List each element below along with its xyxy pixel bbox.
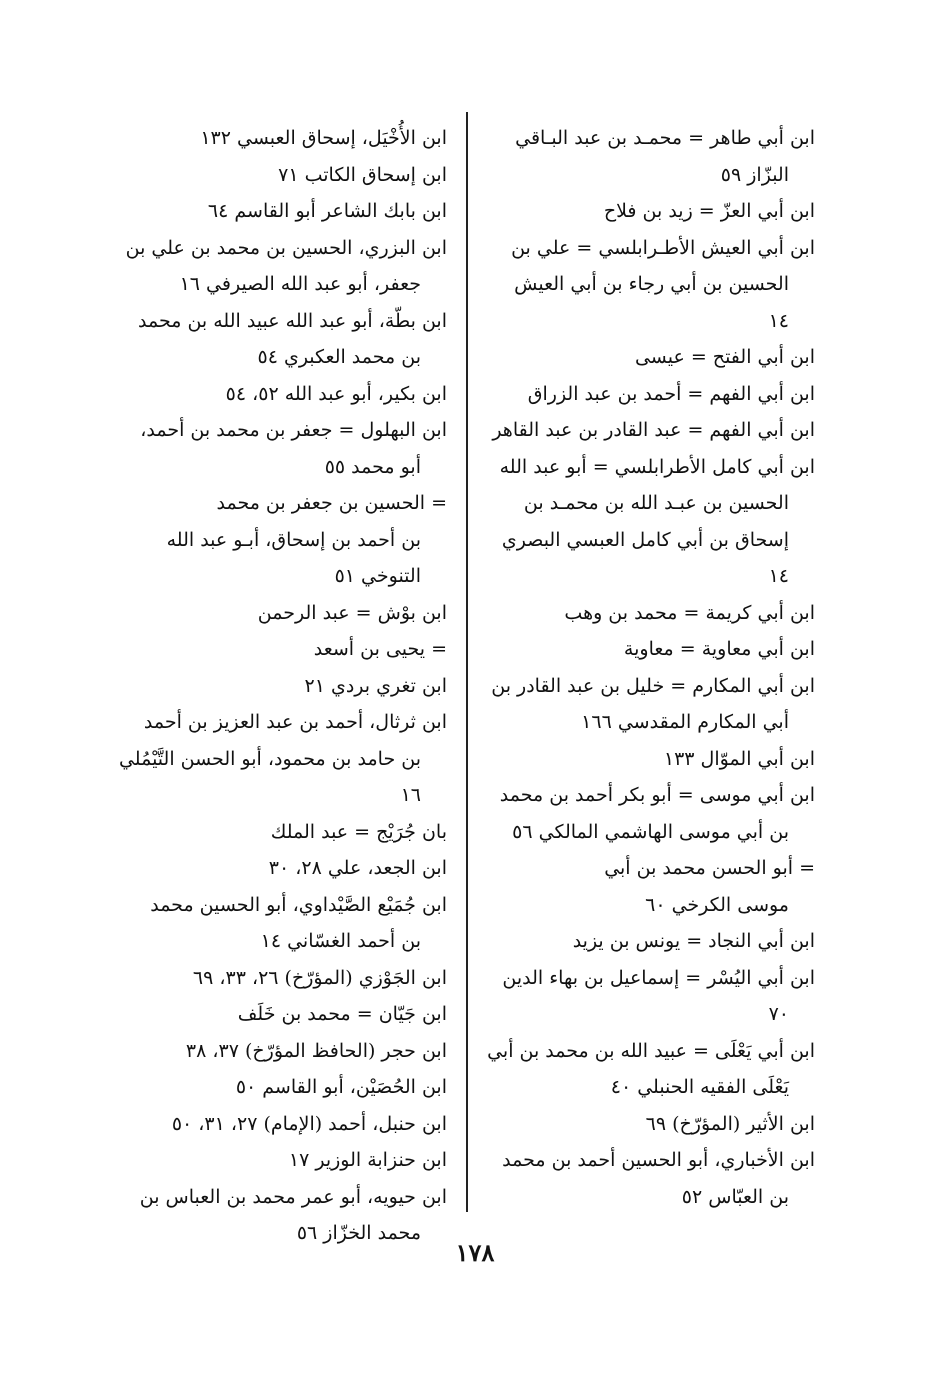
- entry-heading-line: ابن أبي طاهر = محمـد بن عبد البـاقي: [515, 127, 815, 149]
- entry-continuation-line: الحسين بن أبي رجاء بن أبي العيش: [514, 273, 789, 295]
- entry-continuation-line: ١٤: [768, 565, 789, 587]
- index-entry: [122, 376, 447, 413]
- entry-continuation-line: جعفر، أبو عبد الله الصيرفي ١٦: [179, 273, 421, 295]
- entry-continuation-line: موسى الكرخي ٦٠: [645, 893, 789, 916]
- entry-continuation-line: ١٤: [768, 309, 789, 332]
- entry-heading-line: ابن بكير، أبو عبد الله ٥٢، ٥٤: [225, 382, 447, 405]
- entry-heading-line: ابن أبي كامل الأطرابلسي = أبو عبد الله: [499, 455, 815, 478]
- index-entry: [485, 339, 815, 376]
- column-divider: [466, 112, 468, 1212]
- entry-heading-line: ابن أبي المكارم = خليل بن عبد القادر بن: [491, 674, 815, 697]
- index-entry: [122, 193, 447, 230]
- entry-heading-line: ابن أبي العيش الأطـرابلسي = علي بن: [511, 236, 815, 259]
- index-entry: [122, 668, 447, 705]
- index-entry: [122, 1033, 447, 1070]
- index-entry: [122, 412, 447, 485]
- entry-heading-line: ابن أبي النجاد = يونس بن يزيد: [572, 930, 815, 952]
- entry-heading-line: ابن حيويه، أبو عمر محمد بن العباس بن: [139, 1185, 447, 1208]
- entry-heading-line: = الحسين بن جعفر بن محمد: [216, 492, 447, 514]
- entry-continuation-line: بن العبّاس ٥٢: [681, 1185, 789, 1208]
- entry-continuation-line: إسحاق بن أبي كامل العبسي البصري: [501, 528, 789, 551]
- entry-continuation-line: التنوخي ٥١: [334, 565, 421, 587]
- entry-heading-line: ابن الجعد، علي ٢٨، ٣٠: [268, 857, 447, 879]
- index-entry: [122, 631, 447, 668]
- index-entry: [122, 1069, 447, 1106]
- entry-heading-line: ابن حجر (الحافظ المؤرّخ) ٣٧، ٣٨: [185, 1039, 447, 1062]
- entry-heading-line: ابن ثرثال، أحمد بن عبد العزيز بن أحمد: [143, 711, 447, 733]
- entry-heading-line: ابن بابك الشاعر أبو القاسم ٦٤: [207, 200, 447, 222]
- index-entry: [122, 814, 447, 851]
- index-entry: [485, 120, 815, 193]
- entry-heading-line: ابن البزري، الحسين بن محمد بن علي بن: [125, 236, 447, 259]
- entry-continuation-line: ١٦: [400, 784, 421, 806]
- entry-continuation-line: يَعْلَى الفقيه الحنبلي ٤٠: [610, 1076, 789, 1098]
- entry-heading-line: ابن البهلول = جعفر بن محمد بن أحمد،: [140, 419, 447, 441]
- entry-continuation-line: أبي المكارم المقدسي ١٦٦: [581, 711, 789, 733]
- index-entry: [485, 923, 815, 960]
- index-entry: [485, 850, 815, 923]
- entry-continuation-line: بن أحمد الغسّاني ١٤: [260, 930, 421, 952]
- entry-continuation-line: بن حامد بن محمود، أبو الحسن التَّيْمُلي: [118, 747, 421, 770]
- entry-continuation-line: أبو محمد ٥٥: [324, 455, 421, 478]
- entry-heading-line: ابن حنزابة الوزير ١٧: [288, 1149, 447, 1171]
- index-entry: [485, 412, 815, 449]
- index-entry: [485, 1142, 815, 1215]
- index-entry: [485, 595, 815, 632]
- entry-continuation-line: بن أبي موسى الهاشمي المالكي ٥٦: [512, 820, 789, 843]
- index-entry: [122, 120, 447, 157]
- entry-heading-line: ابن أبي العزّ = زيد بن فلاح: [603, 200, 815, 222]
- entry-continuation-line: ٧٠: [768, 1003, 789, 1025]
- entry-heading-line: ابن أبي اليُسْر = إسماعيل بن بهاء الدين: [502, 966, 815, 989]
- entry-heading-line: ابن بوْش = عبد الرحمن: [257, 601, 447, 624]
- index-entry: [122, 850, 447, 887]
- entry-heading-line: ابن الحُصَيْن، أبو القاسم ٥٠: [235, 1076, 447, 1098]
- entry-heading-line: ابن الجَوْزي (المؤرّخ) ٢٦، ٣٣، ٦٩: [192, 966, 447, 989]
- index-entry: [485, 193, 815, 230]
- entry-heading-line: ابن الأثير (المؤرّخ) ٦٩: [645, 1112, 815, 1135]
- index-column-right: [485, 120, 815, 1215]
- entry-heading-line: = يحيى بن أسعد: [313, 638, 447, 660]
- index-entry: [122, 230, 447, 303]
- index-entry: [122, 960, 447, 997]
- index-entry: [485, 230, 815, 340]
- entry-heading-line: ابن تغري بردي ٢١: [304, 674, 447, 697]
- index-entry: [118, 704, 447, 814]
- index-entry: [122, 996, 447, 1033]
- entry-continuation-line: البزّاز ٥٩: [720, 163, 789, 186]
- entry-heading-line: ابن أبي الفهم = أحمد بن عبد الزراق: [527, 382, 815, 405]
- entry-heading-line: ابن جَيّان = محمد بن خَلَف: [237, 1003, 447, 1025]
- index-column-left: [118, 120, 447, 1252]
- entry-heading-line: ابن أبي موسى = أبو بكر أحمد بن محمد: [499, 784, 815, 806]
- entry-heading-line: ابن أبي يَعْلَى = عبيد الله بن محمد بن أبي: [487, 1039, 815, 1062]
- entry-heading-line: ابن أبي الفتح = عيسى: [634, 346, 815, 368]
- entry-continuation-line: بن أحمد بن إسحاق، أبـو عبد الله: [166, 528, 421, 551]
- entry-heading-line: ابن إسحاق الكاتب ٧١: [278, 163, 447, 186]
- index-entry: [485, 376, 815, 413]
- index-entry: [122, 157, 447, 194]
- index-entry: [485, 631, 815, 668]
- entry-continuation-line: بن محمد العكبري ٥٤: [257, 346, 421, 368]
- index-entry: [485, 449, 815, 595]
- index-entry: [485, 1033, 815, 1106]
- entry-heading-line: ابن الأُخْيَل، إسحاق العبسي ١٣٢: [200, 127, 447, 149]
- index-entry: [485, 668, 815, 741]
- page-number: ١٧٨: [455, 1238, 495, 1267]
- index-entry: [122, 303, 447, 376]
- index-entry: [485, 1106, 815, 1143]
- index-entry: [122, 595, 447, 632]
- entry-heading-line: ابن أبي معاوية = معاوية: [623, 638, 815, 660]
- entry-heading-line: ابن بطّة، أبو عبد الله عبيد الله بن محمد: [138, 309, 447, 332]
- entry-heading-line: ابن حنبل، أحمد (الإمام) ٢٧، ٣١، ٥٠: [171, 1112, 447, 1135]
- entry-continuation-line: الحسين بن عبـد الله بن محمـد بن: [523, 492, 789, 514]
- entry-heading-line: بان جُرَيْج = عبد الملك: [270, 820, 447, 843]
- entry-heading-line: ابن الأخباري، أبو الحسين أحمد بن محمد: [502, 1149, 815, 1171]
- entry-continuation-line: محمد الخزّاز ٥٦: [296, 1222, 421, 1244]
- entry-heading-line: ابن جُمَيْع الصَّيْداوي، أبو الحسين محمد: [150, 893, 447, 916]
- index-entry: [122, 1142, 447, 1179]
- index-entry: [122, 485, 447, 595]
- index-entry: [485, 777, 815, 850]
- entry-heading-line: ابن أبي الفهم = عبد القادر بن عبد القاهر: [492, 419, 815, 441]
- index-entry: [122, 1106, 447, 1143]
- index-entry: [485, 741, 815, 778]
- entry-heading-line: ابن أبي كريمة = محمد بن وهب: [564, 601, 815, 624]
- entry-heading-line: ابن أبي الموّال ١٣٣: [663, 747, 815, 770]
- index-entry: [122, 887, 447, 960]
- index-entry: [485, 960, 815, 1033]
- entry-heading-line: = أبو الحسن محمد بن أبي: [604, 857, 815, 879]
